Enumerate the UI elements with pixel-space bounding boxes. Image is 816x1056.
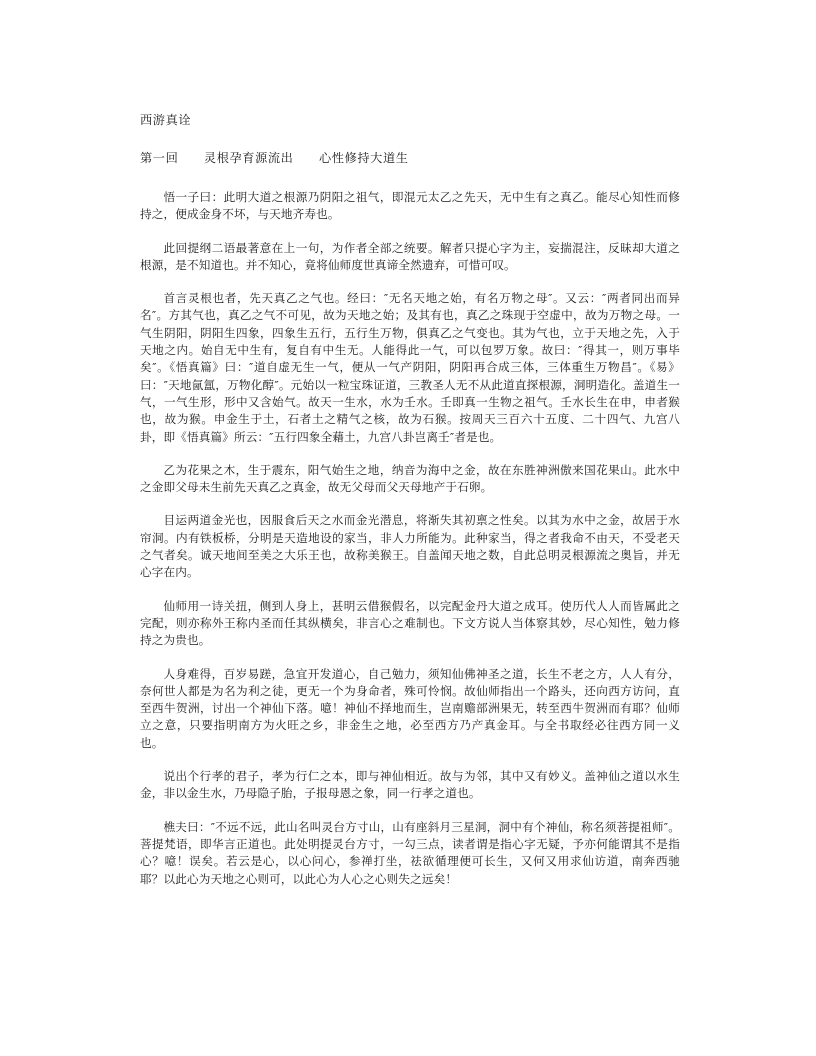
chapter-heading: 第一回 灵根孕育源流出 心性修持大道生 [140, 151, 409, 165]
paragraph: 樵夫曰：″不远不远，此山名叫灵台方寸山，山有座斜月三星洞，洞中有个神仙，称名须菩提祖师″。菩提梵语，即华言正道也。此处明提灵台方寸，一勾三点，读者谓是指心字无疑，予亦何能谓其不是指心？噫！误矣。若云是心，以心问心，参禅打坐，祛欲循理便可长生，又何又用求仙访道，南奔西驰耶？以此心为天地之心则可，以此心为人心之心则失之远矣！ [140, 819, 680, 886]
paragraph: 此回提纲二语最著意在上一句，为作者全部之统要。解者只提心字为主，妄揣混注，反昧却大道之根源，是不知道也。并不知心，竟将仙师度世真谛全然遗弃，可惜可叹。 [140, 240, 680, 272]
document-title: 西游真诠 [140, 113, 192, 127]
paragraph: 目运两道金光也，因服食后天之水而金光潜息，将渐失其初禀之性矣。以其为水中之金，故居于水帘洞。内有铁板桥，分明是天造地设的家当，非人力所能为。此种家当，得之者我命不由天，不受老天之气者矣。诚天地间至美之大乐王也，故称美猴王。自盖闻天地之数，自此总明灵根源流之奥旨，并无心字在内。 [140, 513, 680, 580]
document-body [140, 112, 680, 888]
paragraph: 悟一子曰：此明大道之根源乃阴阳之祖气，即混元太乙之先天，无中生有之真乙。能尽心知性而修持之，便成金身不坏，与天地齐寿也。 [140, 190, 680, 222]
paragraph: 首言灵根也者，先天真乙之气也。经曰：″无名天地之始，有名万物之母″。又云：″两者同出而异名″。方其气也，真乙之气不可见，故为天地之始；及其有也，真乙之珠现于空虚中，故为万物之母。一气生阴阳，阴阳生四象，四象生五行，五行生万物，俱真乙之气变也。其为气也，立于天地之先，入于天地之内。始自无中生有，复自有中生无。人能得此一气，可以包罗万象。故曰：″得其一，则万事毕矣″。《悟真篇》曰：″道自虚无生一气，便从一气产阴阳，阴阳再合成三体，三体重生万物昌″。《易》曰：″天地氤氲，万物化醇″。元始以一粒宝珠证道，三教圣人无不从此道直探根源，洞明造化。盖道生一气，一气生形，形中又含始气。故天一生水，水为壬水。壬即真一生物之祖气。壬水长生在申，申者猴也，故为猴。申金生于土，石者土之精气之核，故为石猴。按周天三百六十五度、二十四气、九宫八卦，即《悟真篇》所云：″五行四象全藉土，九宫八卦岂离壬″者是也。 [140, 291, 680, 444]
paragraph: 乙为花果之木，生于震东，阳气始生之地，纳音为海中之金，故在东胜神洲傲来国花果山。此水中之金即父母未生前先天真乙之真金，故无父母而父天母地产于石卵。 [140, 462, 680, 495]
paragraph: 说出个行孝的君子，孝为行仁之本，即与神仙相近。故与为邻，其中又有妙义。盖神仙之道以水生金，非以金生水，乃母隐子胎，子报母恩之象，同一行孝之道也。 [140, 769, 680, 801]
paragraph: 仙师用一诗关扭，侧到人身上，甚明云借猴假名，以完配金丹大道之成耳。使历代人人而皆属此之完配，则亦称外王称内圣而任其纵横矣，非言心之难制也。下文方说人当体察其妙，尽心知性，勉力修持之为贵也。 [140, 598, 680, 648]
paragraph: 人身难得，百岁易蹉，急宜开发道心，自己勉力，须知仙佛神圣之道，长生不老之方，人人有分，奈何世人都是为名为利之徒，更无一个为身命者，殊可怜悯。故仙师指出一个路头，还向西方访问，直至西牛贺洲，讨出一个神仙下落。噫！神仙不择地而生，岂南赡部洲果无，转至西牛贺洲而有耶？仙师立之意，只要指明南方为火旺之乡，非金生之地，必至西方乃产真金耳。与全书取经必往西方同一义也。 [140, 666, 680, 750]
